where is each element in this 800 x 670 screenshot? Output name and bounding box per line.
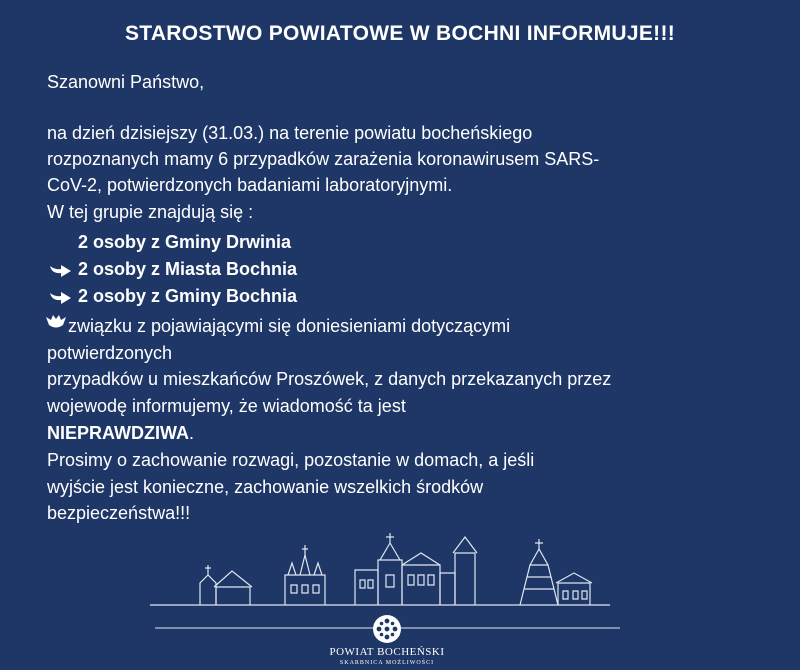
logo-name: POWIAT BOCHEŃSKI (329, 646, 445, 658)
intro-line: rozpoznanych mamy 6 przypadków zarażenia koronawirusem SARS- (47, 149, 600, 169)
closing-line: Prosimy o zachowanie rozwagi, pozostanie w domach, a jeśli (47, 450, 535, 470)
closing-line: wyjście jest konieczne, zachowanie wszelkich środków (47, 477, 484, 497)
greeting: Szanowni Państwo, (47, 72, 205, 92)
false-line (47, 420, 747, 446)
page-title: STAROSTWO POWIATOWE W BOCHNI INFORMUJE!!! (124, 22, 676, 45)
bullet-icon (44, 313, 68, 331)
notice-line: potwierdzonych (47, 343, 173, 363)
intro-line: W tej grupie znajdują się : (47, 202, 254, 222)
case-item: 2 osoby z Gminy Bochnia (78, 286, 298, 306)
closing-line: bezpieczeństwa!!! (47, 503, 191, 523)
notice-line: przypadków u mieszkańców Proszówek, z danych przekazanych przez (47, 369, 612, 389)
false-word: NIEPRAWDZIWA (47, 423, 189, 443)
arrow-icon (47, 260, 75, 280)
intro-line: CoV-2, potwierdzonych badaniami laboratoryjnymi. (47, 175, 453, 195)
notice-line: wojewodę informujemy, że wiadomość ta jest (47, 396, 406, 416)
logo-tagline: SKARBNICA MOŻLIWOŚCI (339, 660, 435, 666)
case-item: 2 osoby z Miasta Bochnia (78, 259, 298, 279)
arrow-icon (47, 287, 75, 307)
logo-emblem-icon (372, 614, 402, 644)
false-suffix: . (189, 423, 195, 443)
intro-line: na dzień dzisiejszy (31.03.) na terenie powiatu bocheńskiego (47, 123, 533, 143)
notice-line: związku z pojawiającymi się doniesieniami dotyczącymi (68, 316, 511, 336)
case-item: 2 osoby z Gminy Drwinia (78, 232, 292, 252)
